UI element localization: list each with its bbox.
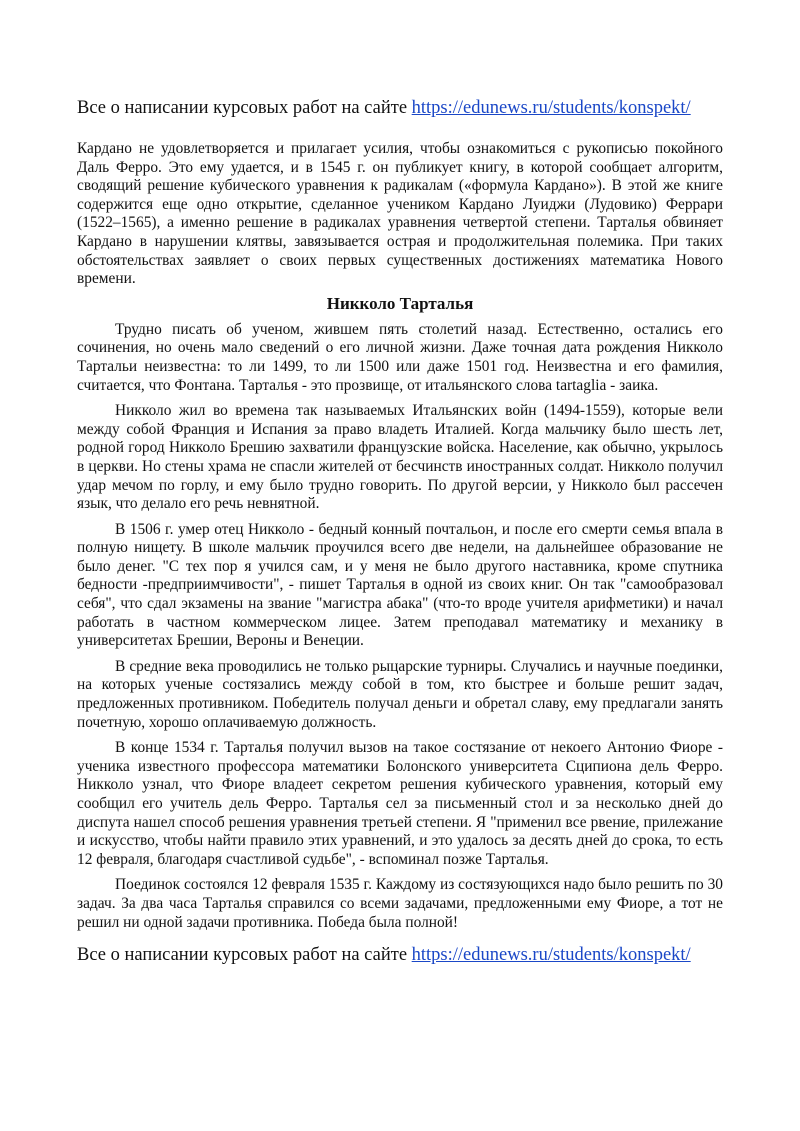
top-banner [77,96,723,120]
section-heading: Никколо Тарталья [326,293,474,313]
paragraph-2: Никколо жил во времена так называемых Итальянских войн (1494-1559), которые вели между собой Франция и Испания за право владеть Италией. Когда мальчику было шесть лет, родной город Никколо Брешию захватили французские войска. Население, как обычно, укрылось в церкви. Но стены храма не спасли жителей от бесчинств иностранных солдат. Никколо получил удар мечом по горлу, и ему было трудно говорить. По другой версии, у Никколо был рассечен язык, что делало его речь невнятной. [77,402,723,513]
paragraph-4: В средние века проводились не только рыцарские турниры. Случались и научные поединки, на которых ученые состязались между собой в том, кто быстрее и больше решит задач, предложенных противником. Победитель получал деньги и обретал славу, ему предлагали занять почетную, хорошо оплачиваемую должность. [77,657,723,731]
banner-text: Все о написании курсовых работ на сайте [77,98,412,118]
paragraph-3: В 1506 г. умер отец Никколо - бедный конный почтальон, и после его смерти семья впала в полную нищету. В школе мальчик проучился всего две недели, на дальнейшее образование не было денег. "С тех пор я учился сам, и у меня не было другого наставника, кроме спутника бедности -предприимчивости", - пишет Тарталья в одной из своих книг. Он так "самообразовал себя", что сдал экзамены на звание "магистра абака" (что-то вроде учителя арифметики) и начал работать в частном коммерческом лицее. Затем преподавал математику и механику в университетах Брешии, Вероны и Венеции. [77,520,723,650]
paragraph-5: В конце 1534 г. Тарталья получил вызов на такое состязание от некоего Антонио Фиоре - ученика известного профессора математики Болонского университета Сципиона дель Ферро. Никколо узнал, что Фиоре владеет секретом решения кубического уравнения, который ему сообщил его учитель дель Ферро. Тарталья сел за письменный стол и за несколько дней до диспута нашел способ решения уравнения третьей степени. Я "применил все рвение, прилежание и искусство, чтобы найти правило этих уравнений, и это удалось за десять дней до срока, то есть 12 февраля, благодаря счастливой судьбе", - вспоминал позже Тарталья. [77,739,723,868]
intro-paragraph: Кардано не удовлетворяется и прилагает усилия, чтобы ознакомиться с рукописью покойного Даль Ферро. Это ему удается, и в 1545 г. он публикует книгу, в которой сообщает алгоритм, сводящий решение кубического уравнения к радикалам («формула Кардано»). В этой же книге содержится еще одно открытие, сделанное учеником Кардано Луиджи (Лудовико) Феррари (1522–1565), а именно решение в радикалах уравнения четвертой степени. Тарталья обвиняет Кардано в нарушении клятвы, завязывается острая и продолжительная полемика. При таких обстоятельствах заявляет о своих первых существенных достижениях математика Нового времени. [77,140,723,288]
bottom-banner [77,943,723,967]
paragraph-6: Поединок состоялся 12 февраля 1535 г. Каждому из состязующихся надо было решить по 30 задач. За два часа Тарталья справился со всеми задачами, предложенными ему Фиоре, а тот не решил ни одной задачи противника. Победа была полной! [77,876,723,931]
paragraph-1: Трудно писать об ученом, жившем пять столетий назад. Естественно, остались его сочинения, но очень мало сведений о его личной жизни. Даже точная дата рождения Никколо Тартальи неизвестна: то ли 1499, то ли 1500 или даже 1501 год. Неизвестна и его фамилия, считается, что Фонтана. Тарталья - это прозвище, от итальянского слова tartaglia - заика. [77,320,723,394]
banner-link[interactable]: https://edunews.ru/students/konspekt/ [411,945,691,966]
document-page [77,0,723,967]
banner-link[interactable]: https://edunews.ru/students/konspekt/ [411,98,691,118]
banner-text: Все о написании курсовых работ на сайте [77,945,412,966]
